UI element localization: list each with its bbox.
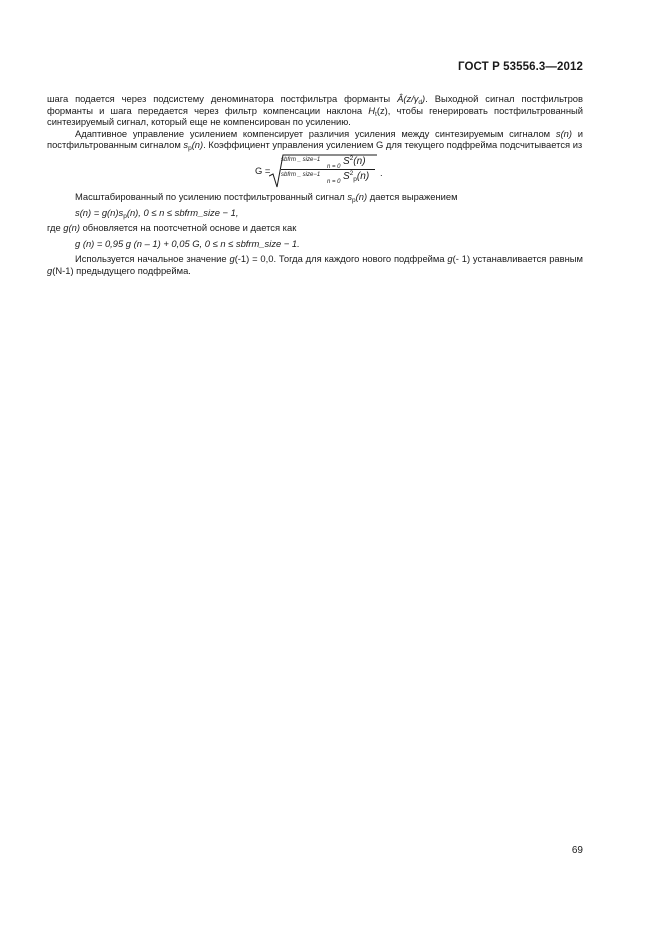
paragraph-4: где g(n) обновляется на поотсчетной основе и дается как [47, 222, 297, 234]
document-header: ГОСТ Р 53556.3—2012 [458, 61, 583, 73]
fraction-denominator: sbfrm _ size−1 n = 0 $S^2_p(n)$ [281, 169, 370, 185]
equation-scaled-signal: $s(n) = g(n)s_p(n)$, 0 ≤ n ≤ sbfrm_size − 1, [75, 206, 239, 220]
page-number: 69 [571, 845, 583, 856]
formula-lhs: G = [255, 164, 271, 176]
formula-fraction [281, 155, 375, 184]
document-body [47, 93, 583, 277]
equation-gain-update: g (n) = 0,95 g (n – 1) + 0,05 G, 0 ≤ n ≤ sbfrm_size − 1. [75, 237, 300, 249]
paragraph-5: Используется начальное значение g(-1) = 0,0. Тогда для каждого нового подфрейма g(- 1) устанавливается равным g(N-1) предыдущего подфрейма. [47, 253, 583, 276]
fraction-numerator: sbfrm _ size−1 n = 0 $S^2(n)$ [281, 154, 366, 170]
paragraph-2: Адаптивное управление усилением компенсирует различия усиления между синтезируемым сигналом s(n) и постфильтрованным сигналом $s_p(n)$. Коэффициент управления усилением G для текущего подфрейма подсчитывается из [47, 127, 584, 153]
paragraph-1: шага подается через подсистему деноминатора постфильтра форманты $Â(z/\gamma_d)$. Выходной сигнал постфильтров форманты и шага передается через фильтр компенсации наклона $H_t(z)$, чтобы генерировать постфильтрованный синтезируемый сигнал, который еще не компенсирован по усилению. [47, 93, 583, 128]
paragraph-3: Масштабированный по усилению постфильтрованный сигнал $s_p(n)$ дается выражением [75, 190, 458, 204]
gain-formula: G = sbfrm _ size−1 n = 0 $S^2(n)$ sbfrm _ size−1 n = 0 $S^2_p(n)$ . [47, 153, 583, 191]
